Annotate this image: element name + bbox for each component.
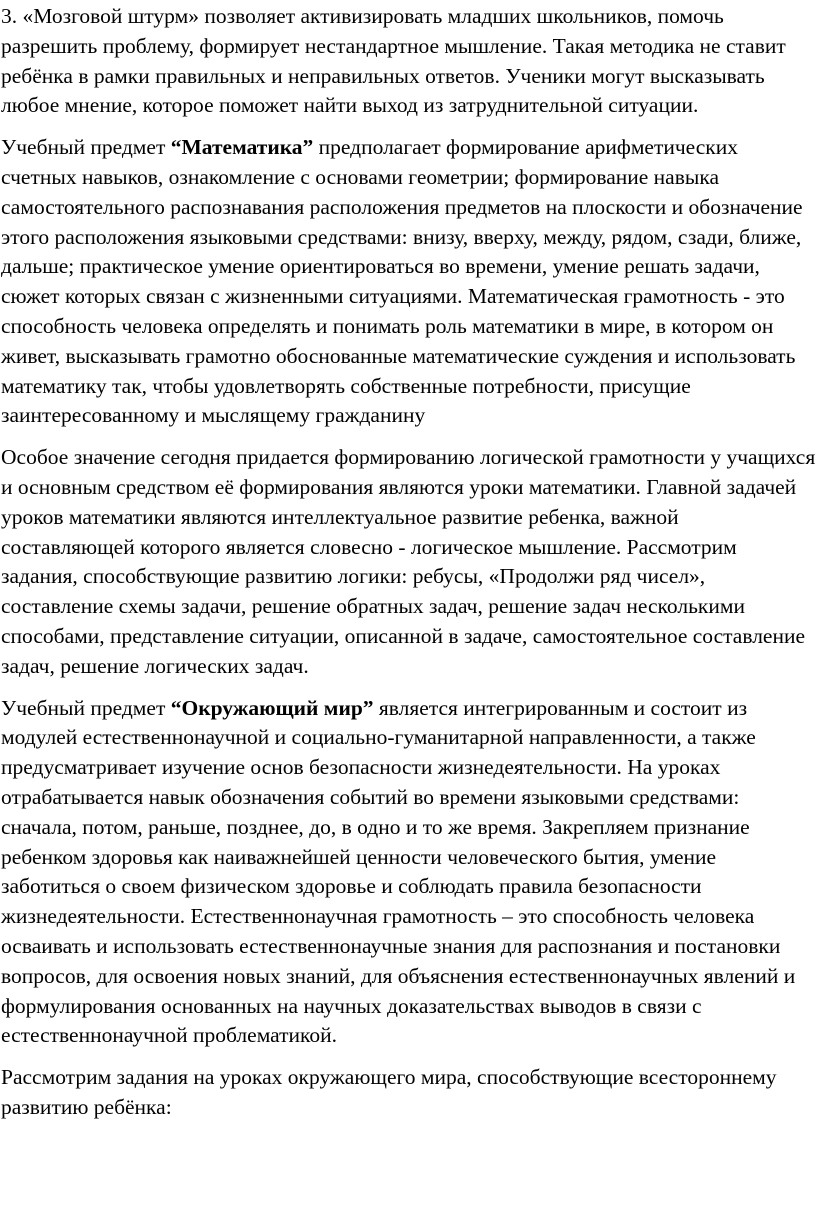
- paragraph-world-around: [1, 694, 816, 1052]
- paragraph-tasks-intro: Рассмотрим задания на уроках окружающего мира, способствующие всестороннему развитию ребёнка:: [1, 1065, 777, 1119]
- paragraph-mathematics-body: предполагает формирование арифметических счетных навыков, ознакомление с основами геометрии; формирование навыка самостоятельного распознавания расположения предметов на плоскости и обозначение этого расположения языковыми средствами: внизу, вверху, между, рядом, сзади, ближе, дальше; практическое умение ориентироваться во времени, умение решать задачи, сюжет которых связан с жизненными ситуациями. Математическая грамотность - это способность человека определять и понимать роль математики в мире, в котором он живет, высказывать грамотно обоснованные математические суждения и использовать математику так, чтобы удовлетворять собственные потребности, присущие заинтересованному и мыслящему гражданину: [1, 135, 803, 428]
- paragraph-mathematics-prefix: Учебный предмет: [1, 135, 171, 160]
- subject-world-around-title: “Окружающий мир”: [170, 695, 374, 720]
- subject-mathematics-title: “Математика”: [170, 135, 314, 160]
- paragraph-brainstorm: 3. «Мозговой штурм» позволяет активизировать младших школьников, помочь разрешить проблему, формирует нестандартное мышление. Такая методика не ставит ребёнка в рамки правильных и неправильных ответов. Ученики могут высказывать любое мнение, которое поможет найти выход из затруднительной ситуации.: [1, 4, 786, 118]
- paragraph-logical-literacy: Особое значение сегодня придается формированию логической грамотности у учащихся и основным средством её формирования являются уроки математики. Главной задачей уроков математики являются интеллектуальное развитие ребенка, важной составляющей которого является словесно - логическое мышление. Рассмотрим задания, способствующие развитию логики: ребусы, «Продолжи ряд чисел», составление схемы задачи, решение обратных задач, решение задач несколькими способами, представление ситуации, описанной в задаче, самостоятельное составление задач, решение логических задач.: [1, 445, 816, 678]
- paragraph-world-around-body: является интегрированным и состоит из модулей естественнонаучной и социально-гуманитарной направленности, а также предусматривает изучение основ безопасности жизнедеятельности. На уроках отрабатывается навык обозначения событий во времени языковыми средствами: сначала, потом, раньше, позднее, до, в одно и то же время. Закрепляем признание ребенком здоровья как наиважнейшей ценности человеческого бытия, умение заботиться о своем физическом здоровье и соблюдать правила безопасности жизнедеятельности. Естественнонаучная грамотность – это способность человека осваивать и использовать естественнонаучные знания для распознания и постановки вопросов, для освоения новых знаний, для объяснения естественнонаучных явлений и формулирования основанных на научных доказательствах выводов в связи с естественнонаучной проблематикой.: [1, 695, 796, 1048]
- paragraph-mathematics: [1, 133, 816, 431]
- paragraph-world-around-prefix: Учебный предмет: [1, 695, 171, 720]
